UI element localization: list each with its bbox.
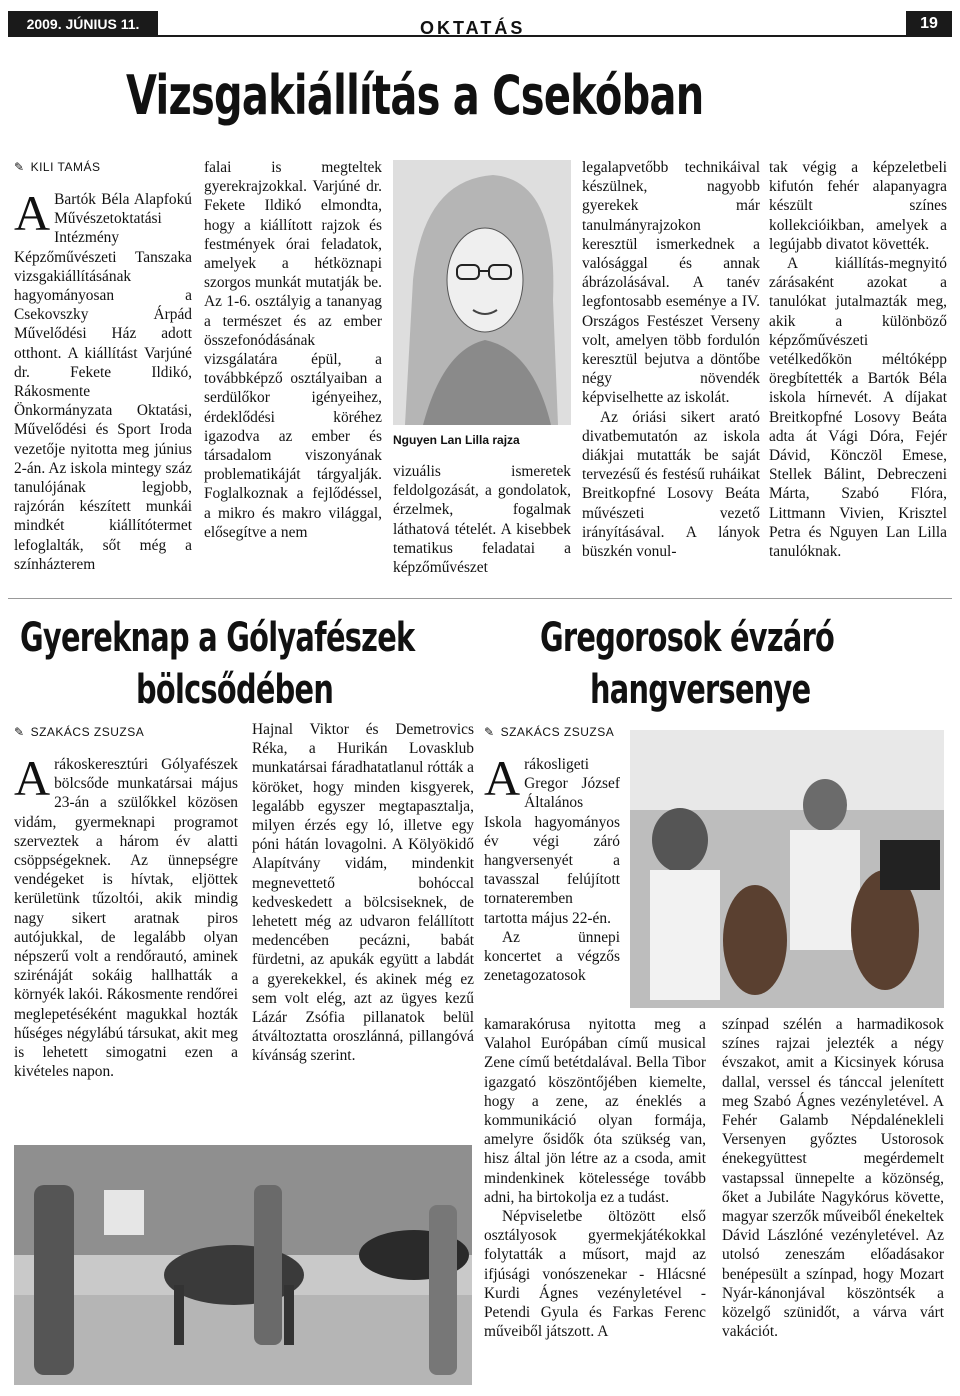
photo-illustration (14, 1145, 472, 1385)
paragraph: Népviseletbe öltözött első osztályosok gyermekjátékokkal folytatták a műsort, majd az ifjúsági vonószenekar - Hlácsné Kurdi Ágnes vezényletével - Petendi Gyula és Farkas Ferenc műveiből játszott. A (484, 1208, 706, 1341)
article1-col4 (582, 158, 760, 561)
article3-byline (484, 725, 614, 739)
article2-byline (14, 725, 144, 739)
article3-col2: színpad szélén a harmadikosok színes rajzai jelezték a négy évszakot, amit a Kicsinyek kórusa dallal, verssel és tánccal jelenített meg Szabó Ágnes vezényletével. A Fehér Galamb Népdalénekleli Versenyen győztes Ustorosok énekegyüttest megérdemelt vastapssal ünnepelte a közönség, őket a Jubiláte Nagykórus követte, magyar szerzők műveiből énekeltek Dávid Lászlóné vezényletével. Az utolsó zeneszám előadásakor benépesült a színpad, hogy Mozart Nyár-kánonjával köszöntsék a közelgő szünidőt, a várva várt vakációt. (722, 1016, 944, 1341)
article1-col5 (769, 158, 947, 561)
body-text: Bartók Béla Alapfokú Művészetoktatási Intézmény Képzőművészeti Tanszaka vizsgakiállításának hagyományosan a Csekovszky Árpád Művelődési Ház adott otthont. A kiállítást Varjúné dr. Fekete Ildikó, Rákosmente Önkormányzata Oktatási, Művelődési és Sport Iroda vezetője nyitotta meg június 2-án. Az iskola mintegy száz tanulójának legjobb, rajzórán készített munkái mindkét kiállítótermet lefoglalták, sőt még a színházterem (14, 191, 192, 573)
body-text: rákosligeti Gregor József Általános Iskola hagyományos év végi záró hangversenyét a tavasszal felújított tornateremben tartotta május 22-én. (484, 756, 620, 927)
author-name: KILI TAMÁS (30, 160, 101, 174)
portrait-drawing (393, 160, 571, 425)
dropcap: A (14, 750, 51, 806)
paragraph: Az óriási sikert arató divatbemutatón az iskola diákjai mutatták be saját tervezésű és festésű ruháikat Breitkopfné Losovy Beáta művészeti vezető irányításával. A lányok büszkén vonul- (582, 408, 760, 561)
article1-col2: falai is megteltek gyerekrajzokkal. Varjúné dr. Fekete Ildikó elmondta, hogy a kiállított rajzok és festmények órai feladatok, amelyek a hétköznapi szorgos munkát mutatják be. Az 1-6. osztályig a tananyag a természet és az ember összefonódásának vizsgálatára épül, a továbbképző osztályaiban a serdülőkor igényeihez, érdeklődési köréhez igazodva az ember és társadalom viszonyának problematikáját tárgyalják. Foglalkoznak a fejlődéssel, a mikro és makro világgal, elősegítve a nem (204, 159, 382, 541)
article1-title: Vizsgakiállítás a Csekóban (126, 64, 704, 127)
article2-col2: Hajnal Viktor és Demetrovics Réka, a Hurikán Lovasklub munkatársai fáradhatatlanul rótták a köröket, hogy minden kisgyerek, legalább egyszer megtapasztalja, milyen érzés egy ló, illetve egy póni hátán lovagolni. A Kölyökidő Alapítvány vidám, mindenkit megnevettető bohóccal kedveskedett a bölcsiseknek, de lehetett még az udvaron felállított medencében pecázni, babát fürdetni, az apukák együtt a labdát a gyerekekkel, és akinek még ez sem volt elég, azt az ügyes kezű Lázár Zsófia pillanatok belül átváltoztatta oroszlánná, pillangóvá kívánság szerint. (252, 721, 474, 1065)
paragraph: A kiállítás-megnyitó zárásaként azokat a tanulókat jutalmazták meg, akik a különböző képzőművészeti vetélkedőkön méltóképp öregbítették a Bartók Béla iskola hírnevét. A díjakat Breitkopfné Losovy Beáta adta át Vági Dóra, Fejér Dávid, Könczöl Emese, Stellek Bálint, Debreczeni Márta, Szabó Flóra, Littmann Vivien, Krisztel Petra és Nguyen Lan Lilla tanulóknak. (769, 255, 947, 561)
page-number: 19 (906, 11, 952, 37)
dropcap: A (14, 185, 51, 241)
article-divider (8, 598, 952, 599)
article1-byline (14, 160, 100, 174)
article2-title-line2: bölcsődében (136, 667, 334, 713)
issue-date: 2009. JÚNIUS 11. (8, 11, 158, 37)
article1-col1 (14, 185, 192, 574)
article2-title (20, 615, 414, 661)
body-text: rákoskeresztúri Gólyafészek bölcsőde munkatársai május 23-án a szülőkkel közösen vidám, gyermeknapi programot szerveztek a három év alatti csöppségeknek. Az ünnepségre vendégeket is hívtak, eljöttek kerületünk tűzoltói, akik mindig nagy sikert aratnak piros autójukkal, de legalább olyan népszerű volt a rendőrautó, aminek szirénáját sokáig hallhatták a környék lakói. Rákosmente rendőrei meglepetéséként magukkal hozták hűséges négylábú társukat, akit meg is lehetett simogatni ezen a kivételes napon. (14, 756, 238, 1081)
article3-title-line2: hangversenye (590, 667, 811, 713)
article3-col1-top (484, 750, 620, 985)
drawing-illustration (393, 160, 571, 425)
paragraph: Az ünnepi koncertet a végzős zenetagozatosok (484, 928, 620, 985)
concert-photo (630, 730, 944, 1008)
pen-icon: ✎ (14, 725, 25, 739)
section-title: OKTATÁS (420, 18, 526, 38)
photo-illustration (630, 730, 944, 1008)
header-rule (158, 35, 906, 37)
photo-caption: Nguyen Lan Lilla rajza (393, 433, 520, 447)
article1-col3: vizuális ismeretek feldolgozását, a gondolatok, érzelmek, fogalmak láthatová tételét. A kisebbek tematikus feladatai a képzőművészet (393, 463, 571, 577)
author-name: SZAKÁCS ZSUZSA (30, 725, 145, 739)
article2-col1 (14, 750, 238, 1081)
pony-photo (14, 1145, 472, 1385)
article3-col1-bottom (484, 1015, 706, 1341)
title-line: Gyereknap a Gólyafészek (20, 615, 415, 661)
dropcap: A (484, 750, 521, 806)
paragraph: legalapvetőbb technikáival készülnek, nagyobb gyerekek már tanulmányrajzokon keresztül ismerkednek a valósággal és annak ábrázolásával. A tanév legfontosabb eseménye a IV. Országos Festészet Verseny volt, amelyen több fordulón keresztül bejutva a döntőbe négy növendék képviselhette az iskolát. (582, 159, 760, 407)
article3-title: Gregorosok évzáró (540, 615, 835, 661)
author-name: SZAKÁCS ZSUZSA (500, 725, 615, 739)
paragraph: tak végig a képzeletbeli kifutón fehér alapanyagra készült színes kollekcióikban, amelyek a legújabb divatot követték. (769, 159, 947, 253)
pen-icon: ✎ (14, 160, 25, 174)
paragraph: kamarakórusa nyitotta meg a Valahol Európában című musical Zene című betétdalával. Bella Tibor igazgató köszöntőjében kiemelte, hogy a zene, az éneklés a kommunikáció olyan formája, amelyre ősidők óta szükség van, hisz által jön létre az a csoda, amit mindenkinek kötelessége tovább adni, ha birtokolja ez a tudást. (484, 1016, 706, 1206)
pen-icon: ✎ (484, 725, 495, 739)
